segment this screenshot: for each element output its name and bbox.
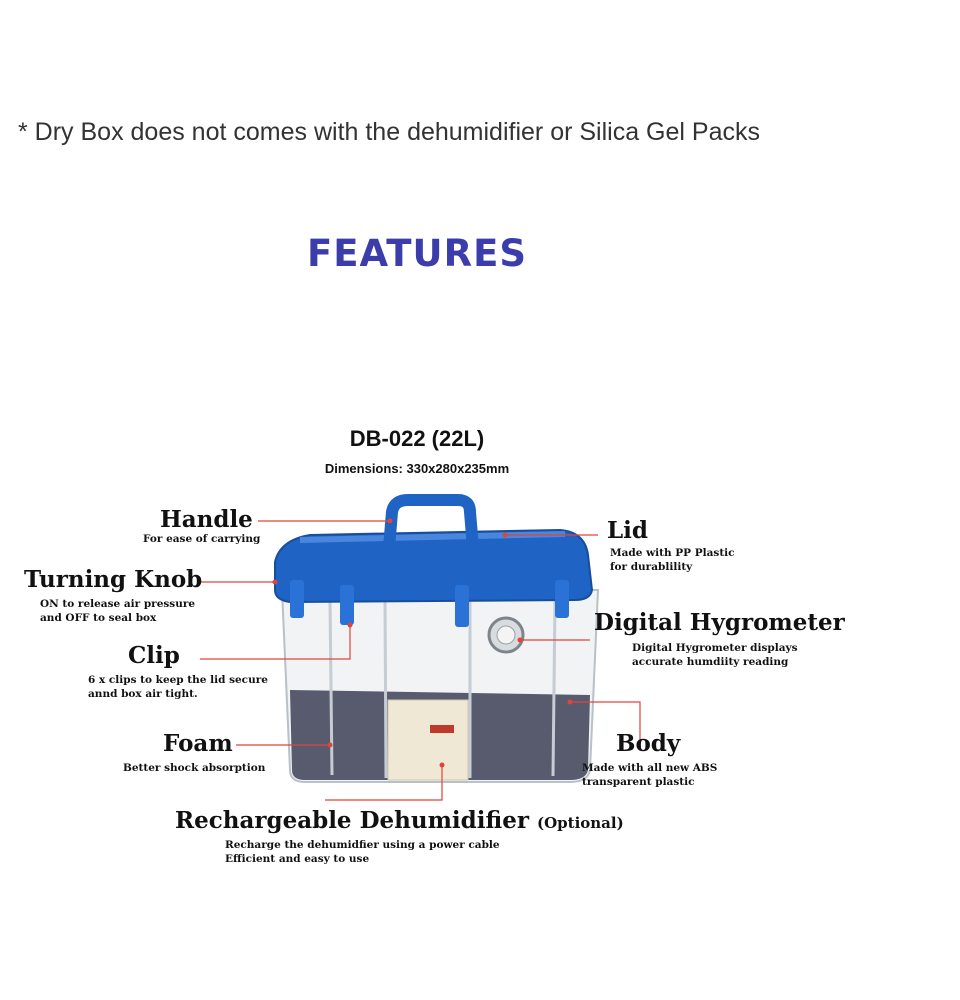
disclaimer-note: * Dry Box does not comes with the dehumidifier or Silica Gel Packs: [18, 118, 760, 146]
clip-title: Clip: [128, 642, 180, 669]
dehumidifier-optional-tag: (Optional): [536, 814, 624, 832]
dehumidifier-title-text: Rechargeable Dehumidifier: [175, 807, 529, 834]
body-desc-2: transparent plastic: [582, 776, 695, 788]
features-heading: FEATURES: [306, 232, 527, 275]
hygrometer-desc-1: Digital Hygrometer displays: [632, 642, 798, 654]
turning-knob-desc-1: ON to release air pressure: [40, 598, 196, 610]
foam-desc: Better shock absorption: [123, 762, 266, 774]
dehumidifier-desc-2: Efficient and easy to use: [225, 853, 370, 865]
dehumidifier-desc-1: Recharge the dehumidfier using a power cable: [225, 839, 500, 851]
dehumidifier-unit: [388, 700, 468, 780]
turning-knob-desc-2: and OFF to seal box: [40, 612, 157, 624]
lid-desc-2: for durablility: [610, 561, 693, 573]
dehumidifier-title: [175, 807, 624, 834]
hygrometer-title: Digital Hygrometer: [594, 609, 845, 636]
product-dimensions: Dimensions: 330x280x235mm: [324, 461, 510, 476]
handle-desc: For ease of carrying: [143, 533, 261, 545]
turning-knob-title: Turning Knob: [24, 566, 203, 593]
clip-desc-2: annd box air tight.: [88, 688, 198, 700]
body-desc-1: Made with all new ABS: [582, 762, 718, 774]
hygrometer-dial: [489, 618, 523, 652]
handle-title: Handle: [160, 506, 253, 533]
product-model: DB-022 (22L): [349, 426, 485, 451]
hygrometer-desc-2: accurate humdiity reading: [632, 656, 789, 668]
clip-desc-1: 6 x clips to keep the lid secure: [88, 674, 268, 686]
lid-desc-1: Made with PP Plastic: [610, 547, 735, 559]
lid-title: Lid: [607, 517, 648, 544]
foam-title: Foam: [163, 730, 233, 757]
body-title: Body: [616, 730, 681, 757]
